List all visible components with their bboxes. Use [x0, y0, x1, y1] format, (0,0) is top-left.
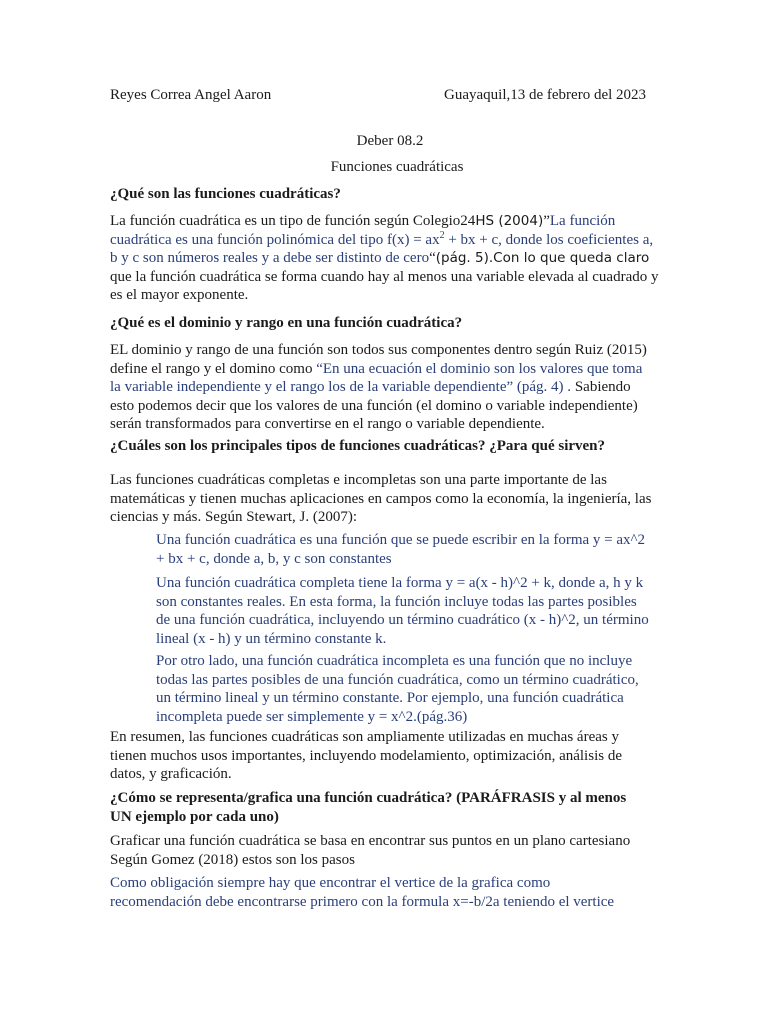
- doc-title: Deber 08.2: [356, 133, 424, 149]
- section-heading: ¿Qué es el dominio y rango en una función cuadrática?: [110, 315, 463, 331]
- author-name: Reyes Correa Angel Aaron: [110, 87, 272, 103]
- block-quote: Una función cuadrática completa tiene la forma y = a(x - h)^2 + k, donde a, h y k son constantes reales. En esta forma, la función incluye todas las partes posibles de una función cuadrática, incluyendo un término cuadrático (x - h)^2, un término lineal (x - h) y un término constante k.: [156, 575, 649, 647]
- paragraph-text: Sabiendo esto podemos decir que los valores de una función (el domino o variable independiente) serán transformados para convertirse en el rango o variable dependiente.: [110, 379, 638, 432]
- paragraph: [110, 212, 660, 305]
- block-quote: Por otro lado, una función cuadrática incompleta es una función que no incluye todas las partes posibles de una función cuadrática, como un término cuadrático, un término lineal y un término constante. Por ejemplo, una función cuadrática incompleta puede ser simplemente y = x^2.(pág.36): [156, 653, 639, 725]
- paragraph: En resumen, las funciones cuadráticas son ampliamente utilizadas en muchas áreas y tienen muchos usos importantes, incluyendo modelamiento, optimización, análisis de datos, y graficación.: [110, 729, 622, 782]
- section-heading: ¿Cuáles son los principales tipos de funciones cuadráticas? ¿Para qué sirven?: [110, 438, 606, 454]
- paragraph-text: que la función cuadrática se forma cuando hay al menos una variable elevada al cuadrado y es el mayor exponente.: [110, 268, 659, 303]
- quoted-text: La función cuadrática es una función polinómica del tipo f(x) = ax: [110, 213, 616, 248]
- paragraph-text: La función cuadrática es un tipo de función según Colegio24: [110, 213, 476, 229]
- paragraph: Graficar una función cuadrática se basa en encontrar sus puntos en un plano cartesiano Según Gomez (2018) estos son los pasos: [110, 833, 631, 868]
- doc-subtitle: Funciones cuadráticas: [330, 159, 464, 175]
- quoted-paragraph: Como obligación siempre hay que encontrar el vertice de la grafica como recomendación debe encontrarse primero con la formula x=-b/2a teniendo el vertice: [110, 875, 615, 910]
- page-citation: (pág. 5): [435, 250, 489, 266]
- paragraph-text: .Con lo que queda claro: [488, 250, 650, 266]
- block-quote: Una función cuadrática es una función que se puede escribir en la forma y = ax^2 + bx + c, donde a, b, y c son constantes: [156, 532, 646, 567]
- paragraph: Las funciones cuadráticas completas e incompletas son una parte importante de las matemáticas y tienen muchas aplicaciones en campos como la economía, la ingeniería, las ciencias y más. Según Stewart, J. (2007):: [110, 472, 652, 525]
- section-heading: ¿Cómo se representa/grafica una función cuadrática? (PARÁFRASIS y al menos UN ejemplo por cada uno): [110, 790, 627, 825]
- quoted-text: + bx + c, donde los coeficientes a, b y c son números reales y a debe ser distinto de cero: [110, 231, 654, 266]
- exponent: 2: [439, 229, 445, 241]
- section-heading: ¿Qué son las funciones cuadráticas?: [110, 186, 341, 202]
- quote-mark: ”: [543, 213, 550, 229]
- place-date: Guayaquil,13 de febrero del 2023: [444, 87, 647, 103]
- paragraph-text: EL dominio y rango de una función son todos sus componentes dentro según Ruiz (2015) define el rango y el domino como: [110, 342, 647, 377]
- paragraph: [110, 341, 650, 434]
- citation: HS (2004): [475, 213, 544, 229]
- quote-mark: “: [429, 250, 436, 266]
- quoted-text: “En una ecuación el dominio son los valores que toma la variable independiente y el rango los de la variable dependiente” (pág. 4) .: [110, 360, 643, 395]
